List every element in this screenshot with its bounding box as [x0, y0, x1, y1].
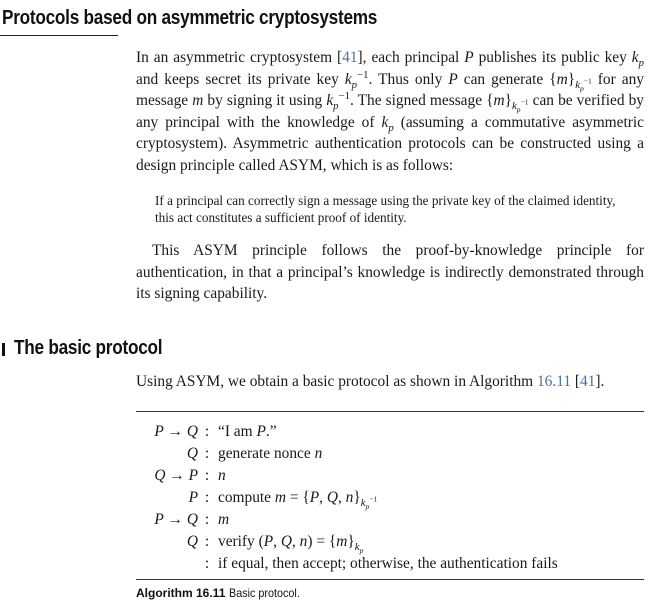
algorithm-link[interactable]: 16.11	[536, 373, 572, 390]
algorithm-step: P : compute m = {P, Q, $n\}_{k_p^{-1}}$	[136, 487, 558, 509]
intro-paragraph: In an asymmetric cryptosystem [41], each principal P publishes its public key $k_p$ and keeps secret its private key $k_p^{-1}$. Thus only P can generate $\{m\}_{k_p^{-1}}$ for any message m by signing it using $k_p^{-1}$. The signed message $\{m\}_{k_p^{-1}}$ can be verified by any principal with the knowledge of $k_p$ (assuming a commutative asymmetric cryptosystem). Asymmetric authentication protocols can be constructed using a design principle called ASYM, which is as follows:	[136, 49, 644, 174]
step-party: Q	[186, 533, 198, 550]
step-party	[136, 553, 198, 575]
caption-label: Algorithm 16.11	[136, 586, 226, 600]
algorithm-steps	[136, 421, 558, 575]
step-party: P	[188, 489, 198, 506]
algorithm-step: Q : generate nonce n	[136, 443, 558, 465]
step-action: if equal, then accept; otherwise, the authentication fails	[218, 555, 558, 572]
heading-rule	[0, 35, 118, 36]
subsection-heading: The basic protocol	[14, 337, 163, 359]
step-action: n	[218, 467, 226, 484]
protocol-intro-paragraph: Using ASYM, we obtain a basic protocol as shown in Algorithm 16.11 [41].	[136, 373, 605, 390]
step-party: P → Q	[154, 423, 198, 440]
step-action: m	[218, 511, 230, 528]
subsection-marker	[2, 343, 5, 356]
algorithm-bottom-rule	[136, 579, 644, 580]
caption-text: Basic protocol.	[229, 586, 301, 600]
algorithm-step: P → Q : m	[136, 509, 558, 531]
step-action: verify (P, Q, $n) = \{m\}_{k_p}$	[218, 532, 364, 556]
step-action: compute m = {P, Q, $n\}_{k_p^{-1}}$	[218, 488, 378, 512]
algorithm-step: Q : verify (P, Q, $n) = \{m\}_{k_p}$	[136, 531, 558, 553]
algorithm-caption	[136, 586, 308, 600]
asym-principle-quote: If a principal can correctly sign a message using the private key of the claimed identity, this act constitutes a sufficient proof of identity.	[155, 193, 616, 225]
algorithm-top-rule	[136, 411, 644, 412]
step-action: “I am P.”	[218, 423, 277, 440]
step-party: Q	[186, 445, 198, 462]
step-party: Q → P	[154, 467, 198, 484]
algorithm-step: P → Q : “I am P.”	[136, 421, 558, 443]
step-party: P → Q	[154, 511, 198, 528]
algorithm-step: Q → P : n	[136, 465, 558, 487]
asym-paragraph: This ASYM principle follows the proof-by-knowledge principle for authentication, in that a principal’s knowledge is indirectly demonstrated through its signing capability.	[136, 242, 644, 303]
citation-link[interactable]: 41	[342, 49, 358, 66]
algorithm-step: : if equal, then accept; otherwise, the authentication fails	[136, 553, 558, 575]
section-heading: Protocols based on asymmetric cryptosystems	[2, 7, 378, 29]
step-action: generate nonce n	[218, 445, 323, 462]
citation-link[interactable]: 41	[580, 373, 596, 390]
